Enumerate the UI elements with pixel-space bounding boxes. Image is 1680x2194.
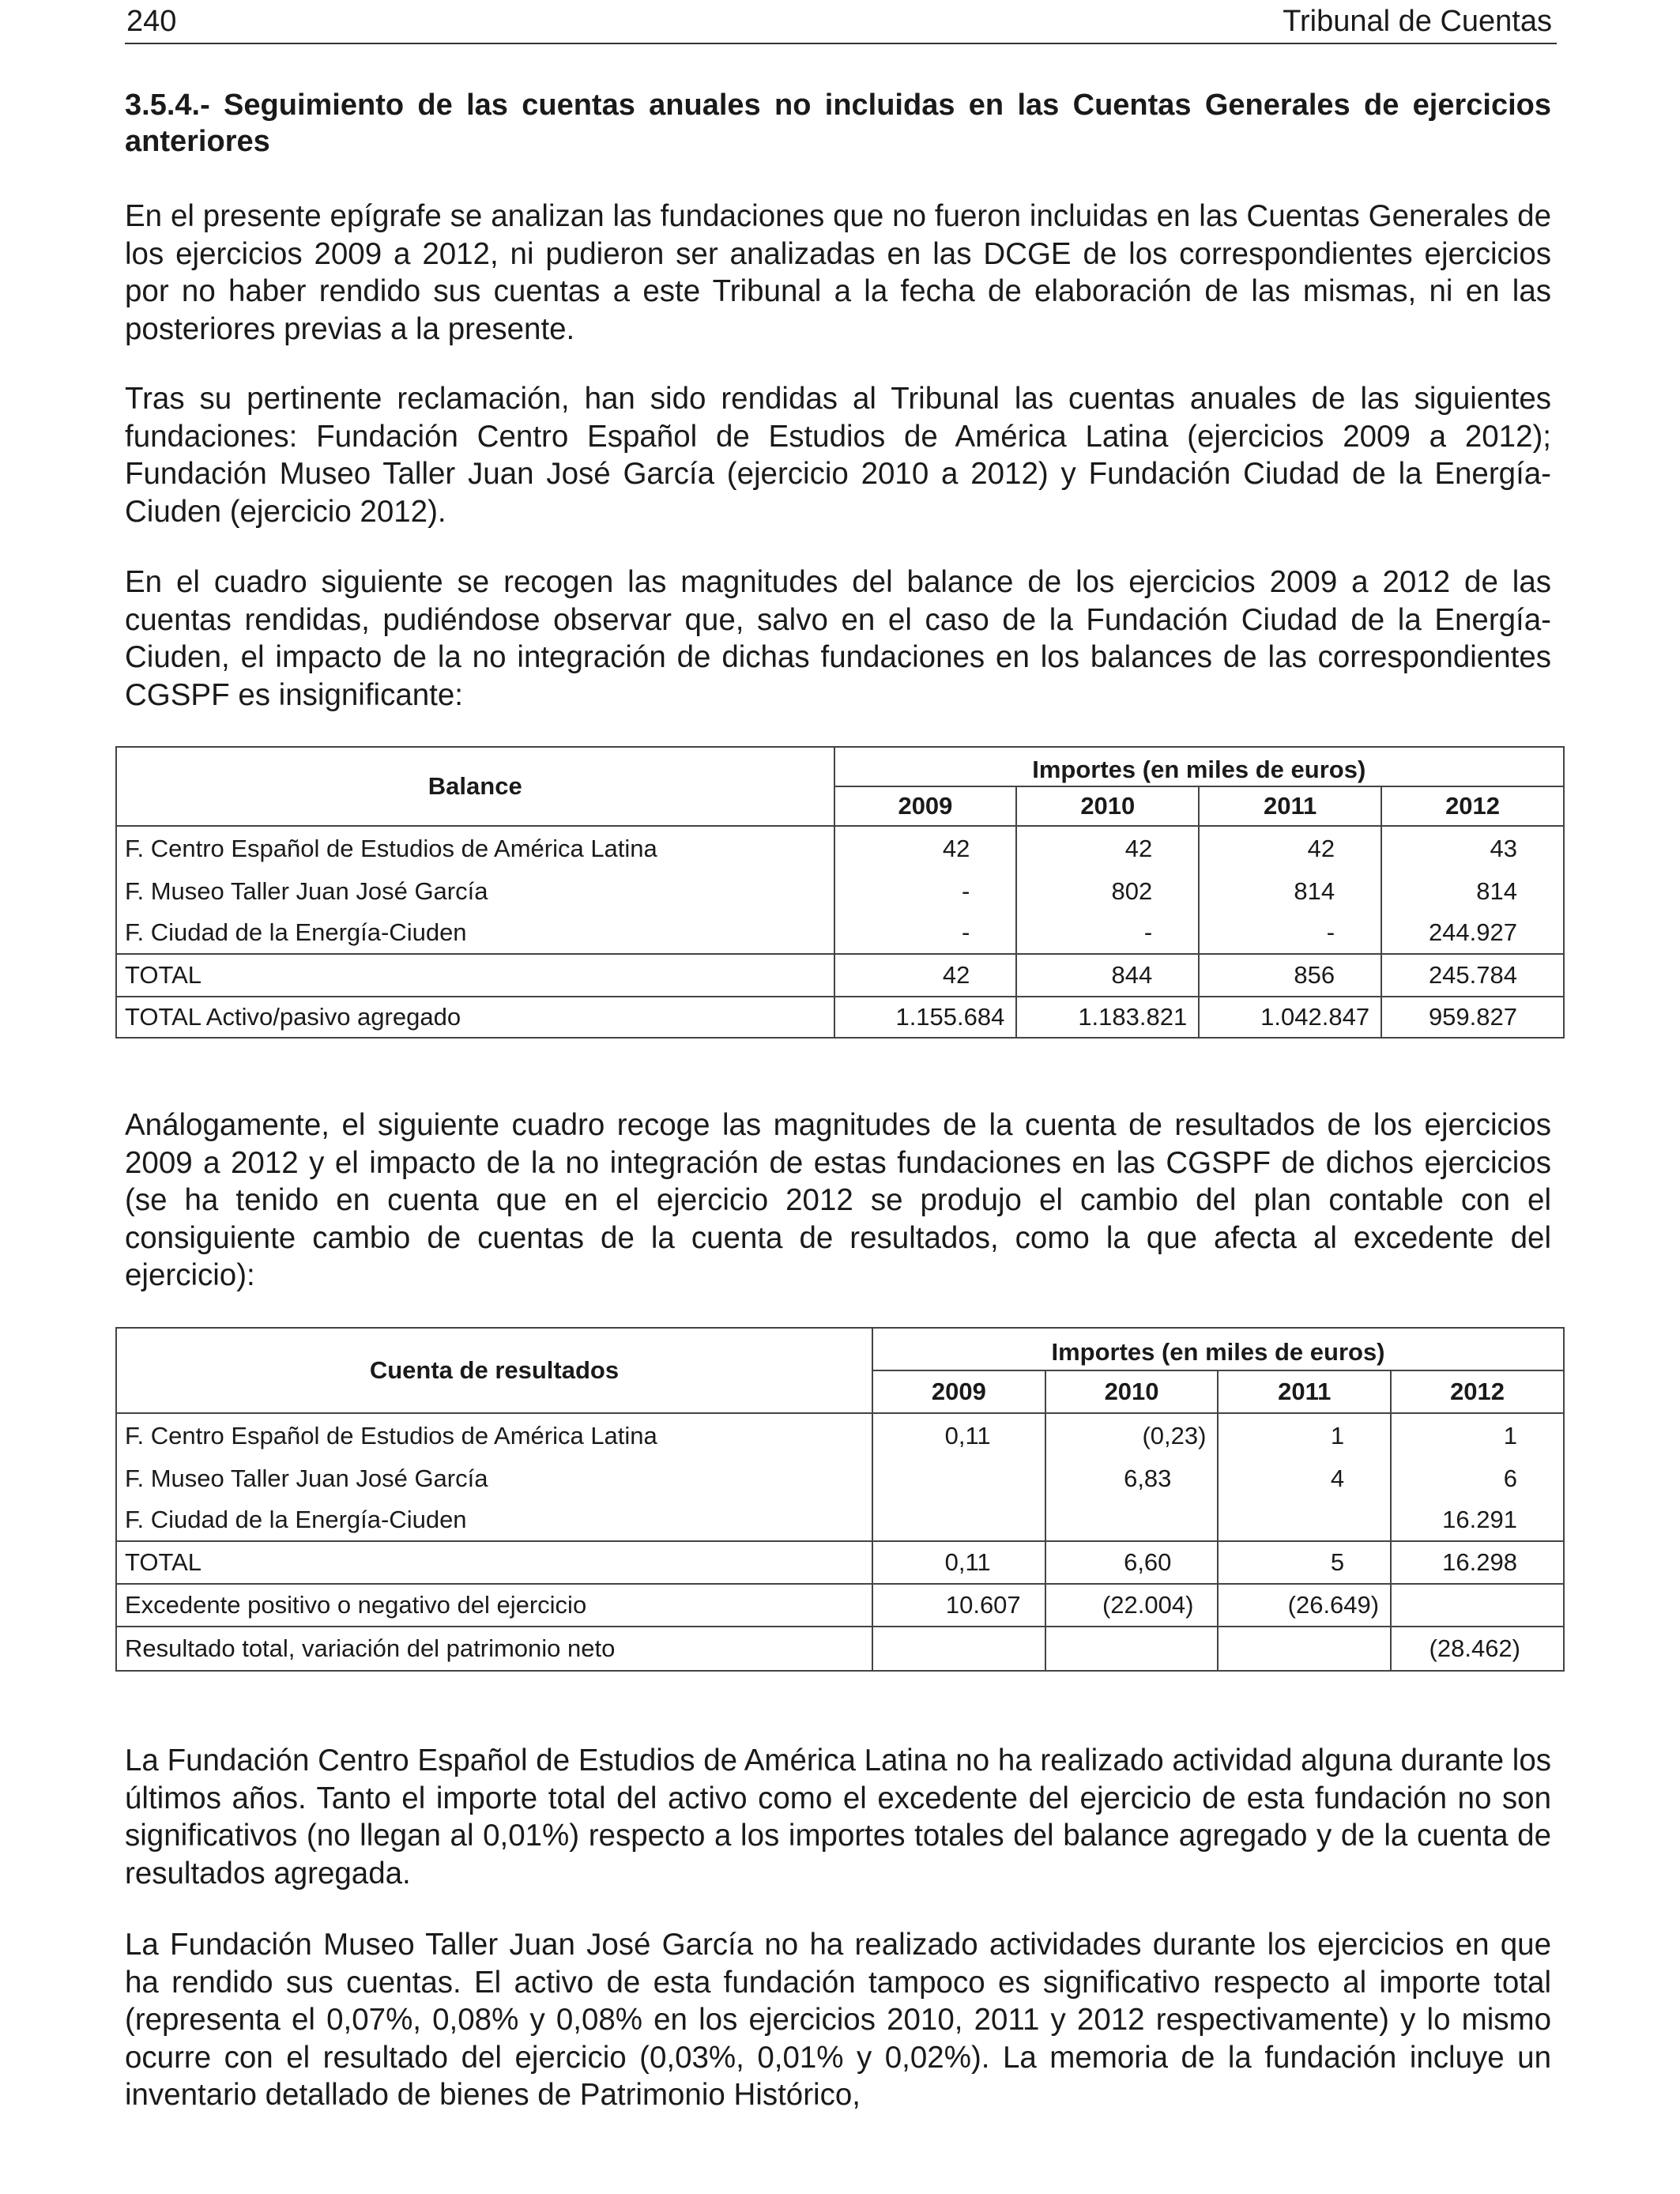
- resultado-row: [116, 1627, 1564, 1671]
- resultados-year-header: 2012: [1391, 1370, 1564, 1413]
- row-label: TOTAL: [116, 954, 834, 997]
- resultados-group-header: Importes (en miles de euros): [872, 1328, 1564, 1370]
- cell-value: [1391, 1584, 1564, 1627]
- cell-value: (26.649): [1218, 1584, 1391, 1627]
- total-row: [116, 954, 1564, 997]
- balance-year-header: 2009: [834, 786, 1017, 826]
- cell-value: -: [1016, 912, 1199, 954]
- balance-label-header: Balance: [116, 747, 834, 826]
- paragraph-intro: En el presente epígrafe se analizan las fundaciones que no fueron incluidas en las Cuentas Generales de los ejercicios 2009 a 2012, ni pudieron ser analizadas en las DCGE de los correspondientes ejercicios por no haber rendido sus cuentas a este Tribunal a la fecha de elaboración de las mismas, ni en las posteriores previas a la presente.: [125, 199, 1551, 346]
- cell-value: 16.291: [1391, 1499, 1564, 1541]
- cell-value: 0,11: [872, 1413, 1045, 1457]
- cell-value: 244.927: [1381, 912, 1564, 954]
- row-label: Excedente positivo o negativo del ejercicio: [116, 1584, 872, 1627]
- balance-group-header: Importes (en miles de euros): [834, 747, 1564, 786]
- paragraph-centro-espanol: La Fundación Centro Español de Estudios de América Latina no ha realizado actividad alguna durante los últimos años. Tanto el importe total del activo como el excedente del ejercicio de esta fundación no son significativos (no llegan al 0,01%) respecto a los importes totales del balance agregado y de la cuenta de resultados agregada.: [125, 1744, 1551, 1891]
- cell-value: 16.298: [1391, 1541, 1564, 1584]
- cell-value: 1: [1391, 1413, 1564, 1457]
- row-label: F. Centro Español de Estudios de América Latina: [116, 826, 834, 870]
- cell-value: 5: [1218, 1541, 1391, 1584]
- cell-value: 6: [1391, 1457, 1564, 1499]
- excedente-row: [116, 1584, 1564, 1627]
- table-row: [116, 826, 1564, 870]
- cell-value: -: [834, 870, 1017, 912]
- cell-value: -: [1199, 912, 1381, 954]
- table-row: [116, 912, 1564, 954]
- cell-value: (28.462): [1391, 1627, 1564, 1671]
- cell-value: -: [834, 912, 1017, 954]
- cell-value: 42: [834, 826, 1017, 870]
- paragraph-resultados-intro: Análogamente, el siguiente cuadro recoge las magnitudes de la cuenta de resultados de los ejercicios 2009 a 2012 y el impacto de la no integración de estas fundaciones en las CGSPF de dichos ejercicios (se ha tenido en cuenta que en el ejercicio 2012 se produjo el cambio del plan contable con el consiguiente cambio de cuentas de la cuenta de resultados, como la que afecta al excedente del ejercicio):: [125, 1108, 1551, 1292]
- cell-value: 1.042.847: [1199, 997, 1381, 1038]
- cell-value: (22.004): [1045, 1584, 1219, 1627]
- cell-value: 814: [1199, 870, 1381, 912]
- cell-value: 814: [1381, 870, 1564, 912]
- resultados-year-header: 2011: [1218, 1370, 1391, 1413]
- cell-value: 1.155.684: [834, 997, 1017, 1038]
- row-label: TOTAL: [116, 1541, 872, 1584]
- cell-value: 1: [1218, 1413, 1391, 1457]
- table-row: [116, 1413, 1564, 1457]
- cell-value: 959.827: [1381, 997, 1564, 1038]
- paragraph-reclamacion: Tras su pertinente reclamación, han sido rendidas al Tribunal las cuentas anuales de las siguientes fundaciones: Fundación Centro Español de Estudios de América Latina (ejercicios 2009 a 2012); Fundación Museo Taller Juan José García (ejercicio 2010 a 2012) y Fundación Ciudad de la Energía-Ciuden (ejercicio 2012).: [125, 382, 1551, 529]
- cell-value: 1.183.821: [1016, 997, 1199, 1038]
- cell-value: (0,23): [1045, 1413, 1219, 1457]
- cell-value: [1045, 1499, 1219, 1541]
- cell-value: 6,60: [1045, 1541, 1219, 1584]
- cell-value: [1045, 1627, 1219, 1671]
- cell-value: [1218, 1627, 1391, 1671]
- resultados-label-header: Cuenta de resultados: [116, 1328, 872, 1413]
- cell-value: 10.607: [872, 1584, 1045, 1627]
- cell-value: [1218, 1499, 1391, 1541]
- balance-year-header: 2010: [1016, 786, 1199, 826]
- aggregate-row: [116, 997, 1564, 1038]
- balance-year-header: 2012: [1381, 786, 1564, 826]
- row-label: Resultado total, variación del patrimonio neto: [116, 1627, 872, 1671]
- section-heading: 3.5.4.- Seguimiento de las cuentas anuales no incluidas en las Cuentas Generales de ejercicios anteriores: [125, 89, 1551, 158]
- row-label: F. Ciudad de la Energía-Ciuden: [116, 912, 834, 954]
- cell-value: 0,11: [872, 1541, 1045, 1584]
- row-label: F. Museo Taller Juan José García: [116, 870, 834, 912]
- row-label: F. Museo Taller Juan José García: [116, 1457, 872, 1499]
- cell-value: [872, 1627, 1045, 1671]
- cell-value: 802: [1016, 870, 1199, 912]
- balance-year-header: 2011: [1199, 786, 1381, 826]
- header-title: Tribunal de Cuentas: [1283, 5, 1552, 38]
- resultados-year-header: 2010: [1045, 1370, 1219, 1413]
- cell-value: [872, 1499, 1045, 1541]
- table-row: [116, 1457, 1564, 1499]
- cell-value: 42: [1199, 826, 1381, 870]
- row-label: F. Centro Español de Estudios de América Latina: [116, 1413, 872, 1457]
- resultados-year-header: 2009: [872, 1370, 1045, 1413]
- cell-value: 42: [834, 954, 1017, 997]
- paragraph-museo-taller: La Fundación Museo Taller Juan José García no ha realizado actividades durante los ejercicios en que ha rendido sus cuentas. El activo de esta fundación tampoco es significativo respecto al importe total (representa el 0,07%, 0,08% y 0,08% en los ejercicios 2010, 2011 y 2012 respectivamente) y lo mismo ocurre con el resultado del ejercicio (0,03%, 0,01% y 0,02%). La memoria de la fundación incluye un inventario detallado de bienes de Patrimonio Histórico,: [125, 1928, 1551, 2112]
- cell-value: 245.784: [1381, 954, 1564, 997]
- cell-value: [872, 1457, 1045, 1499]
- page-number: 240: [126, 5, 177, 38]
- total-row: [116, 1541, 1564, 1584]
- balance-table: [115, 746, 1565, 1039]
- cell-value: 856: [1199, 954, 1381, 997]
- row-label: F. Ciudad de la Energía-Ciuden: [116, 1499, 872, 1541]
- cell-value: 42: [1016, 826, 1199, 870]
- table-row: [116, 870, 1564, 912]
- cell-value: 4: [1218, 1457, 1391, 1499]
- paragraph-balance-intro: En el cuadro siguiente se recogen las magnitudes del balance de los ejercicios 2009 a 2012 de las cuentas rendidas, pudiéndose observar que, salvo en el caso de la Fundación Ciudad de la Energía-Ciuden, el impacto de la no integración de dichas fundaciones en los balances de las correspondientes CGSPF es insignificante:: [125, 565, 1551, 712]
- page-header: [125, 3, 1557, 44]
- cell-value: 6,83: [1045, 1457, 1219, 1499]
- cell-value: 43: [1381, 826, 1564, 870]
- cell-value: 844: [1016, 954, 1199, 997]
- row-label: TOTAL Activo/pasivo agregado: [116, 997, 834, 1038]
- table-row: [116, 1499, 1564, 1541]
- resultados-table: [115, 1327, 1565, 1672]
